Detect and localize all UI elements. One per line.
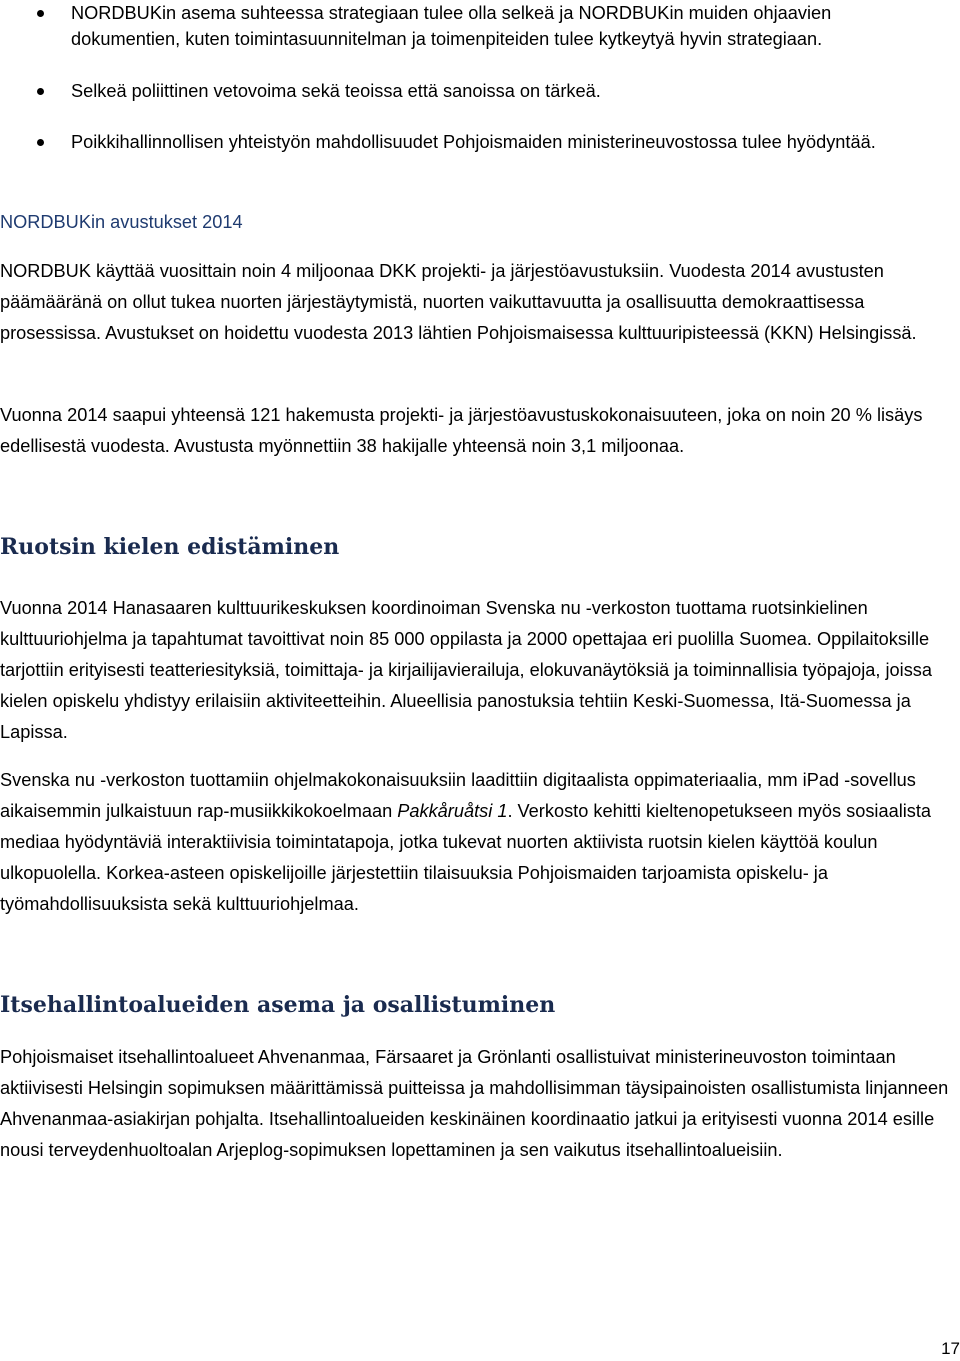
bullet-text: Selkeä poliittinen vetovoima sekä teoissa että sanoissa on tärkeä. bbox=[71, 81, 601, 101]
bullet-dot-icon bbox=[37, 139, 44, 146]
paragraph-grants-1: NORDBUK käyttää vuosittain noin 4 miljoonaa DKK projekti- ja järjestöavustuksiin. Vuodesta 2014 avustusten päämääränä on ollut tukea nuorten järjestäytymistä, nuorten vaikuttavuutta ja osallisuutta demokraattisessa prosessissa. Avustukset on hoidettu vuodesta 2013 lähtien Pohjoismaisessa kulttuuripisteessä (KKN) Helsingissä. bbox=[0, 261, 917, 343]
bullet-text: NORDBUKin asema suhteessa strategiaan tulee olla selkeä ja NORDBUKin muiden ohjaavien dokumentien, kuten toimintasuunnitelman ja toimenpiteiden tulee kytkeytyä hyvin strategiaan. bbox=[71, 3, 832, 49]
bullet-dot-icon bbox=[37, 88, 44, 95]
bullet-dot-icon bbox=[37, 10, 44, 17]
paragraph-autonomy-1: Pohjoismaiset itsehallintoalueet Ahvenanmaa, Färsaaret ja Grönlanti osallistuivat ministerineuvoston toimintaan aktiivisesti Helsingin sopimuksen määrittämissä puitteissa ja mahdollisimman täysipainoisten osallistumista linjanneen Ahvenanmaa-asiakirjan pohjalta. Itsehallintoalueiden keskinäinen koordinaatio jatkui ja erityisesti vuonna 2014 esille nousi terveydenhuoltoalan Arjeplog-sopimuksen lopettaminen ja sen vaikutus itsehallintoalueisiin. bbox=[0, 1047, 949, 1160]
paragraph-grants-2: Vuonna 2014 saapui yhteensä 121 hakemusta projekti- ja järjestöavustuskokonaisuuteen, joka on noin 20 % lisäys edellisestä vuodesta. Avustusta myönnettiin 38 hakijalle yhteensä noin 3,1 miljoonaa. bbox=[0, 405, 923, 456]
page-number: 17 bbox=[941, 1339, 960, 1358]
bullet-text: Poikkihallinnollisen yhteistyön mahdollisuudet Pohjoismaiden ministerineuvostossa tulee hyödyntää. bbox=[71, 132, 876, 152]
bullet-item bbox=[0, 78, 625, 104]
heading-swedish-language: Ruotsin kielen edistäminen bbox=[0, 534, 340, 560]
paragraph-swedish-2-text-b: . Verkosto kehitti kieltenopetukseen myös sosiaalista mediaa hyödyntäviä interaktiivisia toimintatapoja, jotka tukevat nuorten aktiivista ruotsin kielen käyttöä koulun ulkopuolella. Korkea-asteen opiskelijoille järjestettiin tilaisuuksia Pohjoismaiden tarjoamista opiskelu- ja työmahdollisuuksista sekä kulttuuriohjelmaa. bbox=[0, 801, 932, 914]
paragraph-swedish-1: Vuonna 2014 Hanasaaren kulttuurikeskuksen koordinoiman Svenska nu -verkoston tuottama ruotsinkielinen kulttuuriohjelma ja tapahtumat tavoittivat noin 85 000 oppilasta ja 2000 opettajaa eri puolilla Suomea. Oppilaitoksille tarjottiin erityisesti teatteriesityksiä, toimittaja- ja kirjailijavierailuja, elokuvanäytöksiä ja toiminnallisia työpajoja, joissa kielen opiskelu yhdistyy erilaisiin aktiviteetteihin. Alueellisia panostuksia tehtiin Keski-Suomessa, Itä-Suomessa ja Lapissa. bbox=[0, 598, 932, 742]
bullet-item bbox=[0, 129, 900, 155]
section-subheading: NORDBUKin avustukset 2014 bbox=[0, 212, 243, 232]
bullet-item bbox=[0, 0, 960, 52]
heading-autonomous-areas: Itsehallintoalueiden asema ja osallistuminen bbox=[0, 992, 556, 1018]
app-title-italic: Pakkåruåtsi 1 bbox=[397, 801, 508, 821]
paragraph-swedish-2 bbox=[0, 765, 960, 920]
paragraph-swedish-2-text-a: Svenska nu -verkoston tuottamiin ohjelmakokonaisuuksiin laadittiin digitaalista oppimateriaalia, mm iPad -sovellus aikaisemmin julkaistuun rap-musiikkikokoelmaan bbox=[0, 770, 916, 821]
